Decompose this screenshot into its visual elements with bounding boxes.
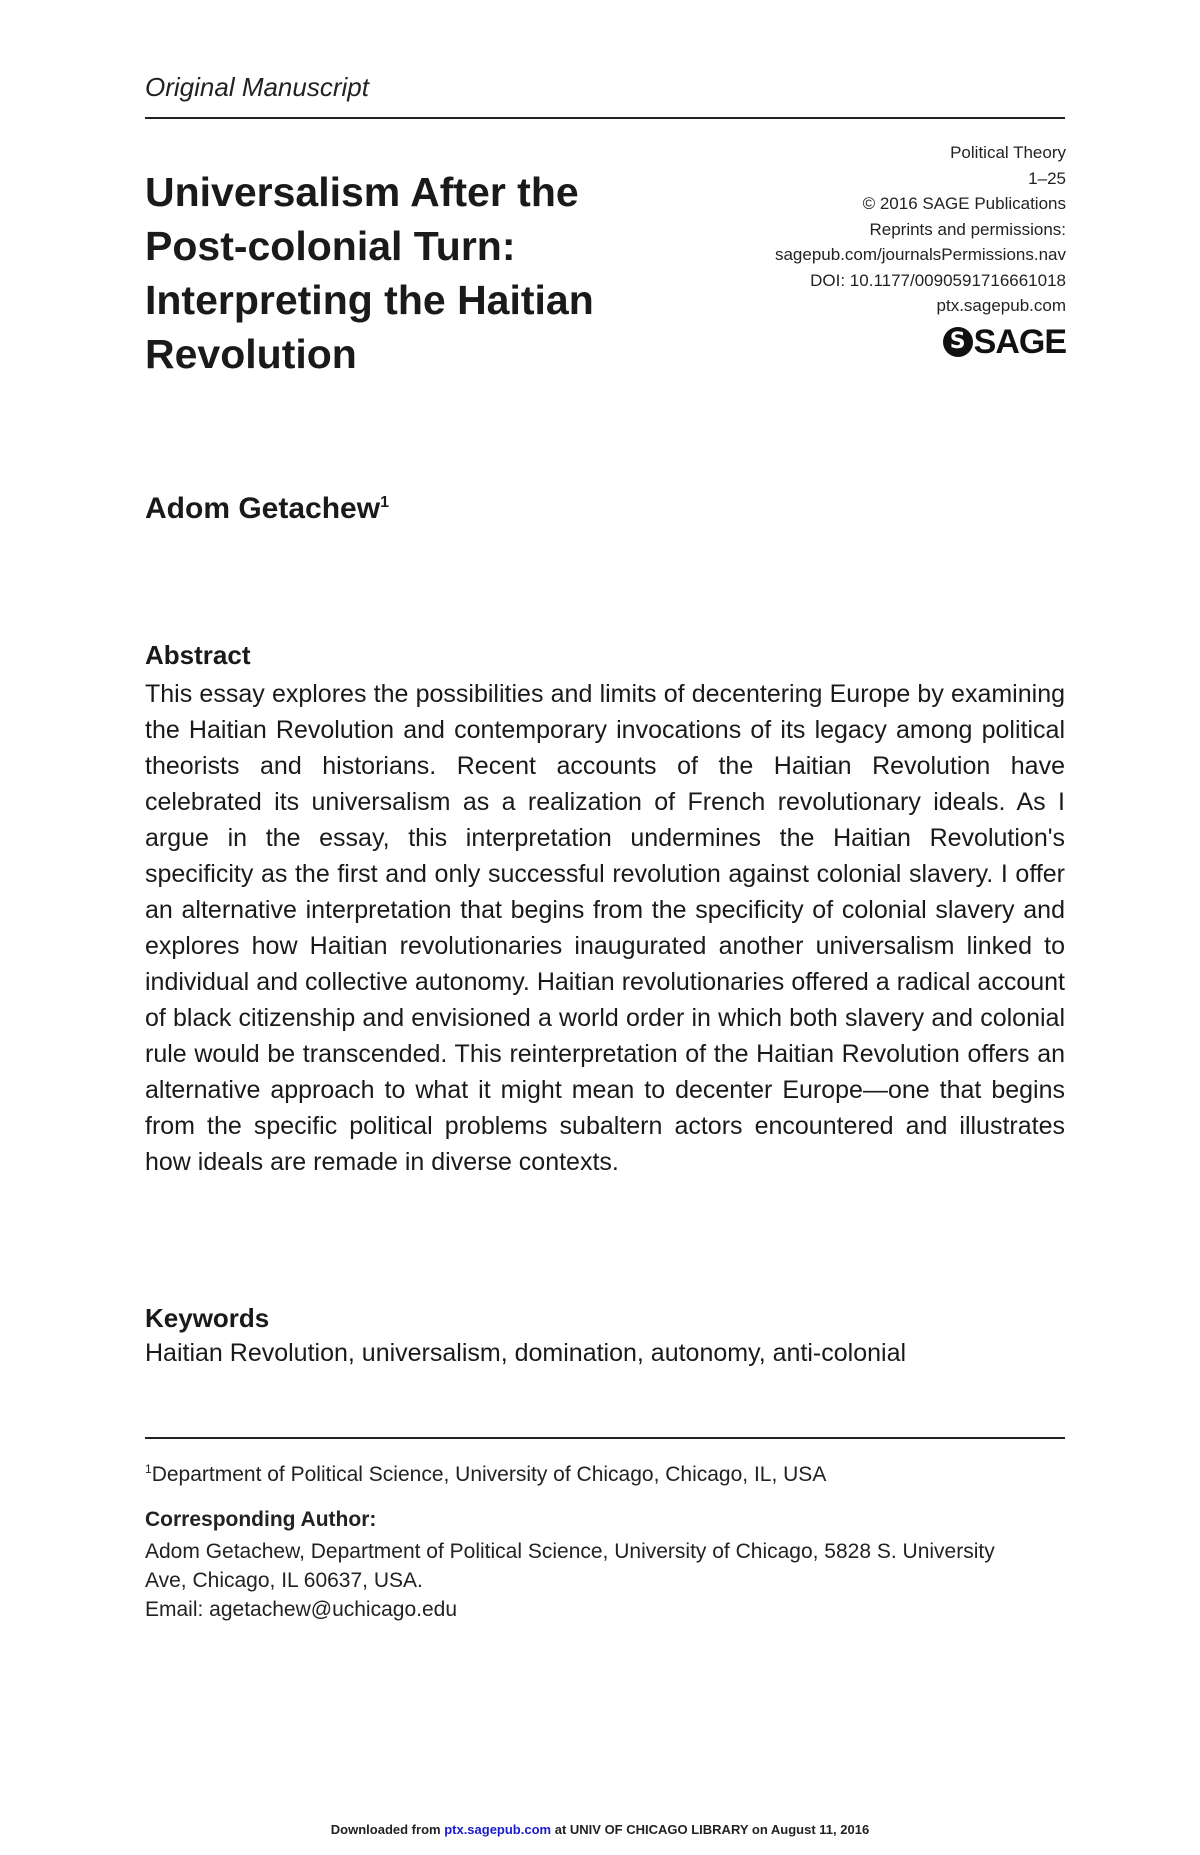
download-notice	[0, 1822, 1200, 1837]
author-affiliation-mark: 1	[380, 494, 389, 511]
journal-name: Political Theory	[950, 143, 1066, 162]
publication-info	[706, 140, 1066, 319]
title-line: Universalism After the	[145, 169, 579, 215]
sage-logo	[943, 323, 1066, 361]
corresponding-author-heading: Corresponding Author:	[145, 1508, 377, 1531]
author-byline	[145, 492, 389, 526]
download-site-link[interactable]: ptx.sagepub.com	[444, 1822, 552, 1837]
article-title	[145, 165, 705, 381]
copyright-notice: © 2016 SAGE Publications	[862, 194, 1066, 213]
permissions-link[interactable]: sagepub.com/journalsPermissions.nav	[774, 245, 1066, 264]
corresponding-email[interactable]: Email: agetachew@uchicago.edu	[145, 1598, 458, 1621]
corresponding-author-details	[145, 1537, 1045, 1624]
affiliation-text: Department of Political Science, University of Chicago, Chicago, IL, USA	[151, 1463, 827, 1486]
affiliation-mark: 1	[145, 1462, 152, 1476]
reprints-label: Reprints and permissions:	[869, 219, 1066, 239]
doi[interactable]: DOI: 10.1177/0090591716661018	[810, 270, 1066, 290]
sage-logo-mark-icon: S	[943, 327, 973, 357]
page-range: 1–25	[1028, 168, 1066, 188]
title-line: Post-colonial Turn:	[145, 223, 516, 269]
corresponding-address-line: Ave, Chicago, IL 60637, USA.	[145, 1569, 423, 1592]
title-line: Revolution	[145, 331, 357, 377]
author-name: Adom Getachew	[145, 492, 381, 525]
abstract-text: This essay explores the possibilities and limits of decentering Europe by examining the Haitian Revolution and contemporary invocations of its legacy among political theorists and historians. Recent accounts of the Haitian Revolution have celebrated its universalism as a realization of French revolutionary ideals. As I argue in the essay, this interpretation undermines the Haitian Revolution's specificity as the first and only successful revolution against colonial slavery. I offer an alternative interpretation that begins from the specificity of colonial slavery and explores how Haitian revolutionaries inaugurated another universalism linked to individual and collective autonomy. Haitian revolutionaries offered a radical account of black citizenship and envisioned a world order in which both slavery and colonial rule would be transcended. This reinterpretation of the Haitian Revolution offers an alternative approach to what it might mean to decenter Europe—one that begins from the specific political problems subaltern actors encountered and illustrates how ideals are remade in diverse contexts.	[145, 680, 1065, 1176]
affiliation-footnote	[145, 1462, 826, 1487]
corresponding-address-line: Adom Getachew, Department of Political Science, University of Chicago, 5828 S. University	[145, 1540, 995, 1563]
footnote-rule	[145, 1437, 1065, 1439]
sage-logo-wordmark: SAGE	[973, 322, 1066, 361]
download-prefix: Downloaded from	[330, 1822, 445, 1837]
keywords-heading: Keywords	[145, 1303, 270, 1333]
download-suffix: at UNIV OF CHICAGO LIBRARY on August 11, 2016	[551, 1822, 870, 1837]
running-head: Original Manuscript	[145, 72, 369, 102]
keywords-text: Haitian Revolution, universalism, domination, autonomy, anti-colonial	[145, 1339, 907, 1367]
abstract-heading: Abstract	[145, 640, 251, 670]
header-rule	[145, 117, 1065, 119]
journal-site-link[interactable]: ptx.sagepub.com	[936, 296, 1066, 315]
title-line: Interpreting the Haitian	[145, 277, 594, 323]
